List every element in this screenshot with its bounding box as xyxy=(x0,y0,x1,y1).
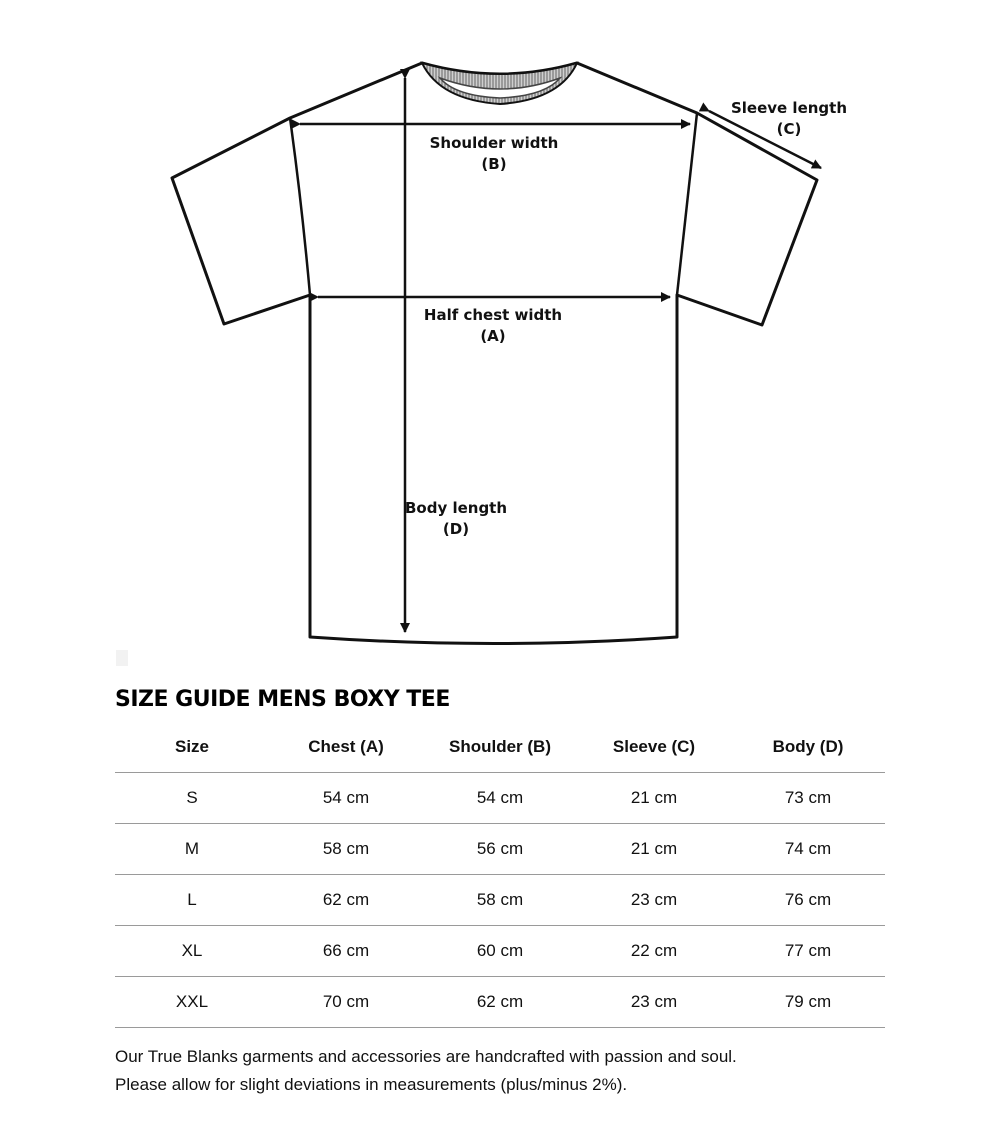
header-sleeve: Sleeve (C) xyxy=(577,722,731,773)
cell-sleeve: 23 cm xyxy=(577,875,731,926)
cell-chest: 58 cm xyxy=(269,824,423,875)
table-header-row xyxy=(115,722,885,773)
table-row xyxy=(115,977,885,1028)
cell-sleeve: 21 cm xyxy=(577,773,731,824)
cell-size: XL xyxy=(115,926,269,977)
cell-body: 76 cm xyxy=(731,875,885,926)
table-row xyxy=(115,875,885,926)
half-chest-width-label: Half chest width xyxy=(423,306,563,324)
shoulder-width-code: (B) xyxy=(481,155,507,173)
cell-body: 79 cm xyxy=(731,977,885,1028)
cell-size: L xyxy=(115,875,269,926)
cell-body: 77 cm xyxy=(731,926,885,977)
cell-shoulder: 60 cm xyxy=(423,926,577,977)
cell-sleeve: 23 cm xyxy=(577,977,731,1028)
cell-size: S xyxy=(115,773,269,824)
cell-body: 73 cm xyxy=(731,773,885,824)
body-length-code: (D) xyxy=(442,520,470,538)
cell-chest: 54 cm xyxy=(269,773,423,824)
header-chest: Chest (A) xyxy=(269,722,423,773)
table-row xyxy=(115,773,885,824)
cell-size: M xyxy=(115,824,269,875)
cell-sleeve: 22 cm xyxy=(577,926,731,977)
sleeve-length-label: Sleeve length xyxy=(730,99,848,117)
header-body: Body (D) xyxy=(731,722,885,773)
table-row xyxy=(115,824,885,875)
table-row xyxy=(115,926,885,977)
footnote-line-2: Please allow for slight deviations in measurements (plus/minus 2%). xyxy=(115,1075,628,1094)
header-size: Size xyxy=(115,722,269,773)
cell-shoulder: 58 cm xyxy=(423,875,577,926)
cell-body: 74 cm xyxy=(731,824,885,875)
cell-chest: 70 cm xyxy=(269,977,423,1028)
cell-shoulder: 62 cm xyxy=(423,977,577,1028)
sleeve-length-code: (C) xyxy=(776,120,802,138)
cell-chest: 66 cm xyxy=(269,926,423,977)
body-length-label: Body length xyxy=(404,499,508,517)
cell-chest: 62 cm xyxy=(269,875,423,926)
half-chest-width-code: (A) xyxy=(480,327,506,345)
cell-shoulder: 54 cm xyxy=(423,773,577,824)
cell-size: XXL xyxy=(115,977,269,1028)
size-guide-title: SIZE GUIDE MENS BOXY TEE xyxy=(115,687,450,712)
footnote-line-1: Our True Blanks garments and accessories are handcrafted with passion and soul. xyxy=(115,1047,737,1066)
cell-sleeve: 21 cm xyxy=(577,824,731,875)
measurement-footnote xyxy=(115,1043,915,1099)
decorative-square xyxy=(116,650,128,666)
header-shoulder: Shoulder (B) xyxy=(423,722,577,773)
shoulder-width-label: Shoulder width xyxy=(429,134,559,152)
cell-shoulder: 56 cm xyxy=(423,824,577,875)
size-table xyxy=(115,722,885,1028)
